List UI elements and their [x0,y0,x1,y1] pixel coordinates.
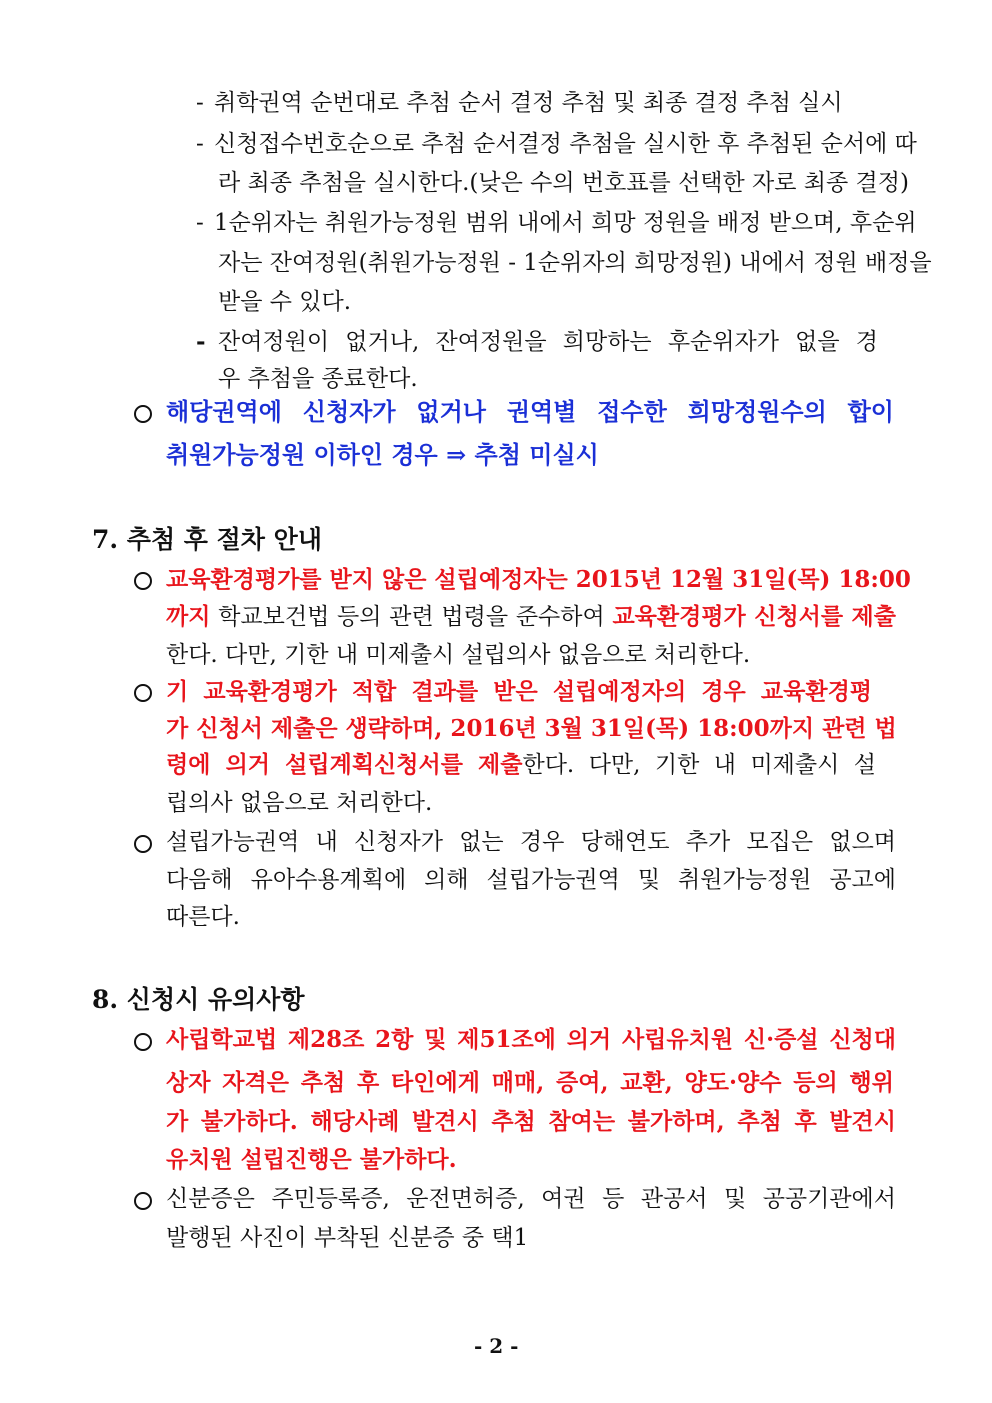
circle-bullet-icon [134,835,152,853]
s7-b1-line-1: 교육환경평가를 받지 않은 설립예정자는 2015년 12월 31일(목) 18:00 [166,566,911,593]
s7-b1-line-2-red2: 교육환경평가 신청서를 제출 [612,603,896,630]
circle-bullet-icon [134,1033,152,1051]
blue-note-line-2: 취원가능정원 이하인 경우 ⇒ 추첨 미실시 [166,440,599,469]
s8-b2-line-1: 신분증은 주민등록증, 운전면허증, 여권 등 관공서 및 공공기관에서 [166,1186,896,1212]
s8-b2-line-2: 발행된 사진이 부착된 신분증 중 택1 [166,1225,529,1251]
dash-bullet: - [196,90,204,116]
s7-b3-line-3: 따른다. [166,904,240,930]
sub-bullet-3-line-3: 받을 수 있다. [218,289,352,315]
sub-bullet-2-line-1: 신청접수번호순으로 추첨 순서결정 추첨을 실시한 후 추첨된 순서에 따 [214,131,917,157]
s7-b3-line-1: 설립가능권역 내 신청자가 없는 경우 당해연도 추가 모집은 없으며 [166,829,896,855]
circle-bullet-icon [134,684,152,702]
sub-bullet-1-line-1: 취학권역 순번대로 추첨 순서 결정 추첨 및 최종 결정 추첨 실시 [214,90,843,116]
dash-bullet: - [196,131,204,157]
sub-bullet-4-line-1: 잔여정원이 없거나, 잔여정원을 희망하는 후순위자가 없을 경 [218,329,878,355]
s8-b1-line-2: 상자 자격은 추첨 후 타인에게 매매, 증여, 교환, 양도·양수 등의 행위 [166,1069,894,1096]
s7-b1-line-2-mid: 학교보건법 등의 관련 법령을 준수하여 [210,604,613,630]
s8-b1-line-3: 가 불가하다. 해당사례 발견시 추첨 참여는 불가하며, 추첨 후 발견시 [166,1108,896,1135]
s7-b2-line-3-red: 령에 의거 설립계획신청서를 제출 [166,751,523,778]
s8-b1-line-1: 사립학교법 제28조 2항 및 제51조에 의거 사립유치원 신·증설 신청대 [166,1026,896,1053]
s7-b3-line-2: 다음해 유아수용계획에 의해 설립가능권역 및 취원가능정원 공고에 [166,867,896,893]
dash-bullet: - [196,210,204,236]
s7-b1-line-2-red: 까지 [166,603,211,630]
s7-b2-line-2: 가 신청서 제출은 생략하며, 2016년 3월 31일(목) 18:00까지 관련 법 [166,715,897,742]
s7-b2-line-4: 립의사 없음으로 처리한다. [166,790,433,816]
page-number: - 2 - [474,1334,519,1358]
s7-b2-line-1: 기 교육환경평가 적합 결과를 받은 설립예정자의 경우 교육환경평 [166,678,872,705]
sub-bullet-3-line-2: 자는 잔여정원(취원가능정원 - 1순위자의 희망정원) 내에서 정원 배정을 [218,250,932,276]
circle-bullet-icon [134,572,152,590]
dash-bullet: - [196,328,206,355]
blue-note-line-1: 해당권역에 신청자가 없거나 권역별 접수한 희망정원수의 합이 [166,397,894,426]
sub-bullet-2-line-2: 라 최종 추첨을 실시한다.(낮은 수의 번호표를 선택한 자로 최종 결정) [218,170,909,196]
circle-bullet-icon [134,1192,152,1210]
s7-b1-line-3: 한다. 다만, 기한 내 미제출시 설립의사 없음으로 처리한다. [166,642,751,668]
s7-b1-line-2 [166,602,896,632]
s8-b1-line-4: 유치원 설립진행은 불가하다. [166,1146,457,1173]
s7-b2-line-3 [166,750,876,780]
s7-b2-line-3-rest: 한다. 다만, 기한 내 미제출시 설 [522,752,876,778]
section-7-title: 7. 추첨 후 절차 안내 [92,525,322,554]
circle-bullet-icon [134,405,152,423]
section-8-title: 8. 신청시 유의사항 [92,985,305,1014]
sub-bullet-4-line-2: 우 추첨을 종료한다. [218,366,418,392]
sub-bullet-3-line-1: 1순위자는 취원가능정원 범위 내에서 희망 정원을 배정 받으며, 후순위 [214,210,917,236]
